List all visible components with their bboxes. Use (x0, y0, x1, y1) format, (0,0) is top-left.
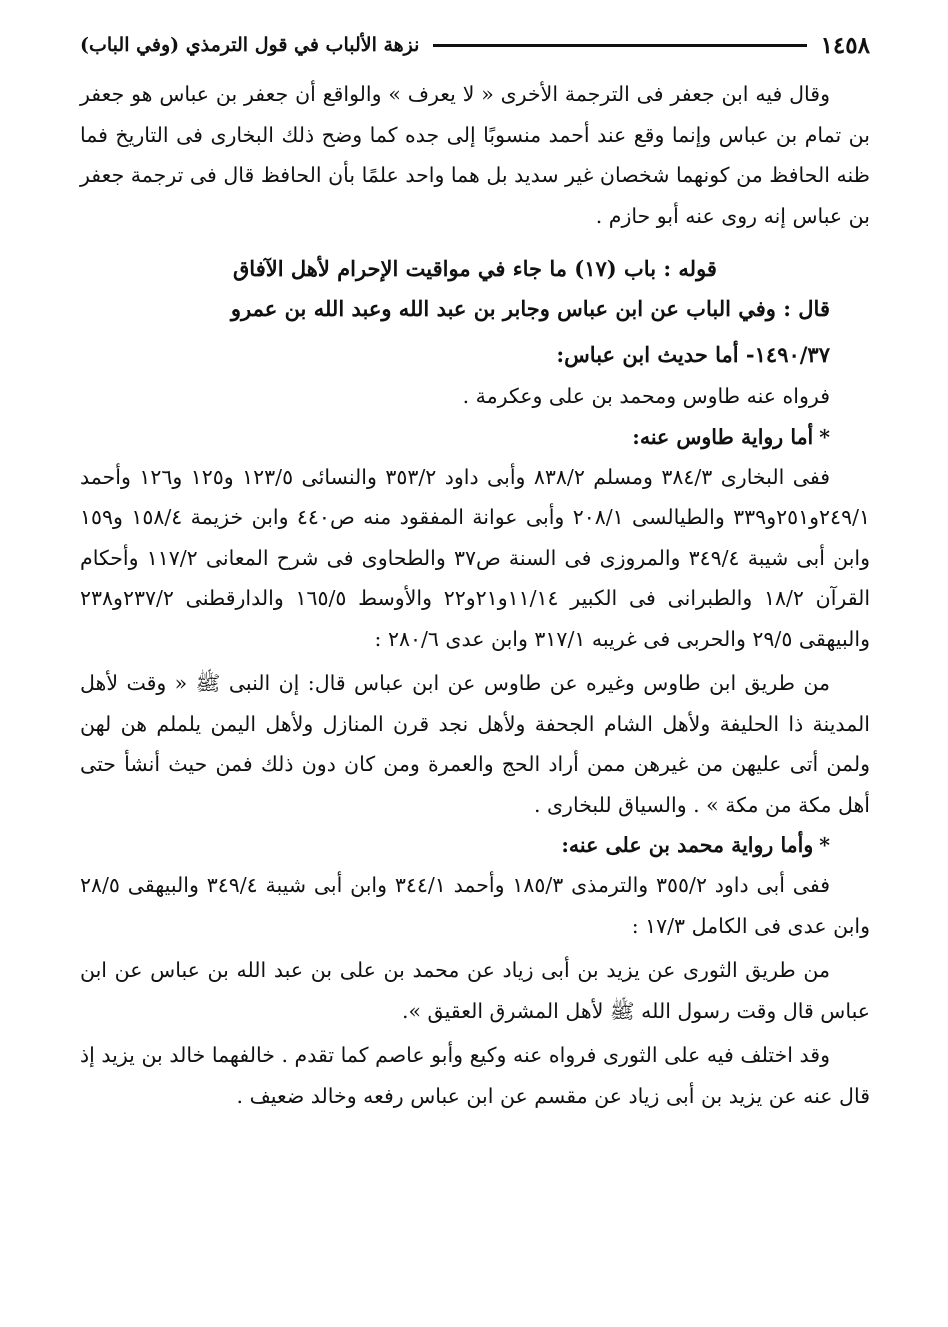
muhammad-heading (80, 825, 830, 865)
qal-line: قال : وفي الباب عن ابن عباس وجابر بن عبد الله وعبد الله بن عمرو (230, 296, 830, 321)
star-marker: * (819, 424, 830, 449)
tawus-heading (80, 417, 830, 457)
paragraph-muhammad-text: من طريق الثورى عن يزيد بن أبى زياد عن محمد بن على بن عبد الله بن عباس عن ابن عباس قال وقت رسول الله ﷺ لأهل المشرق العقيق ». (80, 958, 870, 1023)
paragraph-narrators: فرواه عنه طاوس ومحمد بن على وعكرمة . (462, 384, 830, 408)
page-number: ١٤٥٨ (820, 31, 870, 59)
paragraph-ikhtilaf: وقد اختلف فيه على الثورى فرواه عنه وكيع وأبو عاصم كما تقدم . خالفهما خالد بن يزيد إذ قال عنه عن يزيد بن أبى زياد عن مقسم عن ابن عباس رفعه وخالد ضعيف . (80, 1043, 870, 1108)
page-header (80, 28, 870, 62)
muhammad-heading-text: وأما رواية محمد بن على عنه: (561, 833, 814, 857)
hadith-heading: ١٤٩٠/٣٧- أما حديث ابن عباس: (556, 342, 830, 367)
tawus-heading-text: أما رواية طاوس عنه: (632, 424, 814, 449)
running-title: نزهة الألباب في قول الترمذي (وفي الباب) (80, 34, 420, 56)
star-marker: * (819, 833, 830, 857)
paragraph-jafar: وقال فيه ابن جعفر فى الترجمة الأخرى « لا يعرف » والواقع أن جعفر بن عباس هو جعفر بن تمام بن عباس وإنما وقع عند أحمد منسوبًا إلى جده كما وضح ذلك البخارى فى التاريخ فما ظنه الحافظ من كونهما شخصان غير سديد بل هما واحد علمًا بأن الحافظ قال فى ترجمة جعفر بن عباس إنه روى عنه أبو حازم . (80, 82, 870, 228)
paragraph-tawus-text: من طريق ابن طاوس وغيره عن طاوس عن ابن عباس قال: إن النبى ﷺ « وقت لأهل المدينة ذا الحليفة ولأهل الشام الجحفة ولأهل نجد قرن المنازل ولأهل اليمن يلملم هن لهن ولمن أتى عليهن من غيرهن ممن أراد الحج والعمرة ومن كان دون ذلك فمن حيث أنشأ حتى أهل مكة من مكة » . والسياق للبخارى . (80, 671, 870, 817)
bab-heading: قوله : باب (١٧) ما جاء في مواقيت الإحرام لأهل الآفاق (233, 256, 717, 281)
header-rule (433, 44, 806, 47)
paragraph-tawus-sources: ففى البخارى ٣٨٤/٣ ومسلم ٨٣٨/٢ وأبى داود ٣٥٣/٢ والنسائى ١٢٣/٥ و١٢٥ و١٢٦ وأحمد ٢٤٩/١و٢٥١و٣٣٩ والطيالسى ٢٠٨/١ وأبى عوانة المفقود منه ص٤٤٠ وابن خزيمة ١٥٨/٤ و١٥٩ وابن أبى شيبة ٣٤٩/٤ والمروزى فى السنة ص٣٧ والطحاوى فى شرح المعانى ١١٧/٢ وأحكام القرآن ١٨/٢ والطبرانى فى الكبير ١١/١٤و٢١و٢٢ والأوسط ١٦٥/٥ والدارقطنى ٢٣٧/٢و٢٣٨ والبيهقى ٢٩/٥ والحربى فى غريبه ٣١٧/١ وابن عدى ٢٨٠/٦ : (80, 464, 871, 651)
paragraph-muhammad-sources: ففى أبى داود ٣٥٥/٢ والترمذى ١٨٥/٣ وأحمد ٣٤٤/١ وابن أبى شيبة ٣٤٩/٤ والبيهقى ٢٨/٥ وابن عدى فى الكامل ١٧/٣ : (80, 873, 870, 938)
